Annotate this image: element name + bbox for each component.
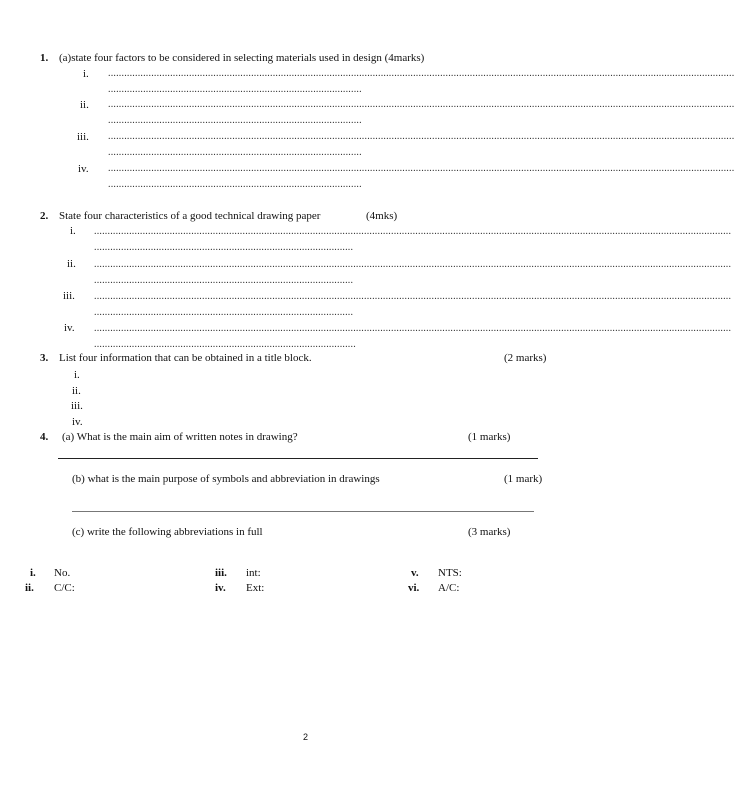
answer-dotted-line[interactable]: ..............................................................................................	[108, 147, 362, 158]
q3-item-numeral: iv.	[72, 416, 83, 428]
abbr-term: No.	[54, 567, 71, 579]
q4-number: 4.	[40, 431, 49, 443]
q1-text: (a)state four factors to be considered in selecting materials used in design (4marks)	[59, 52, 425, 64]
q2-item-numeral: iv.	[64, 322, 75, 334]
answer-dotted-line[interactable]: ............................................................................................................................................................................................................................................	[94, 291, 732, 302]
abbr-term: C/C:	[54, 582, 75, 594]
q4b-text: (b) what is the main purpose of symbols and abbreviation in drawings	[72, 473, 380, 485]
q4c-text: (c) write the following abbreviations in full	[72, 526, 263, 538]
answer-dotted-line[interactable]: ..............................................................................................	[108, 179, 362, 190]
q2-item-numeral: iii.	[63, 290, 75, 302]
page-number: 2	[303, 732, 309, 742]
q2-marks: (4mks)	[366, 210, 398, 222]
q4a-marks: (1 marks)	[468, 431, 511, 443]
answer-dotted-line[interactable]: ............................................................................................................................................................................................................................................	[94, 323, 732, 334]
abbr-numeral: v.	[411, 567, 419, 579]
q2-number: 2.	[40, 210, 49, 222]
answer-dotted-line[interactable]: ........................................................................................................................................................................................................................................	[108, 131, 734, 142]
q4a-text: (a) What is the main aim of written notes in drawing?	[62, 431, 298, 443]
abbr-numeral: vi.	[408, 582, 420, 594]
q1-number: 1.	[40, 52, 49, 64]
abbr-term: NTS:	[438, 567, 462, 579]
q2-item-numeral: i.	[70, 225, 76, 237]
q4b-marks: (1 mark)	[504, 473, 543, 485]
answer-dotted-line[interactable]: ..............................................................................................	[108, 84, 362, 95]
q2-text: State four characteristics of a good technical drawing paper	[59, 210, 321, 222]
answer-line[interactable]	[58, 458, 538, 459]
answer-dotted-line[interactable]: ................................................................................................	[94, 242, 354, 253]
answer-dotted-line[interactable]: ................................................................................................	[94, 307, 354, 318]
q3-text: List four information that can be obtained in a title block.	[59, 352, 312, 364]
abbr-numeral: iii.	[215, 567, 227, 579]
q3-item-numeral: ii.	[72, 385, 81, 397]
answer-dotted-line[interactable]: ..............................................................................................	[108, 115, 362, 126]
abbr-numeral: ii.	[25, 582, 34, 594]
answer-dotted-line[interactable]: ................................................................................................	[94, 275, 354, 286]
q3-item-numeral: iii.	[71, 400, 83, 412]
answer-line[interactable]	[72, 511, 534, 512]
abbr-term: int:	[246, 567, 261, 579]
q2-item-numeral: ii.	[67, 258, 76, 270]
answer-dotted-line[interactable]: ........................................................................................................................................................................................................................................	[108, 99, 734, 110]
abbr-term: Ext:	[246, 582, 265, 594]
abbr-term: A/C:	[438, 582, 460, 594]
answer-dotted-line[interactable]: ........................................................................................................................................................................................................................................	[108, 163, 734, 174]
answer-dotted-line[interactable]: ............................................................................................................................................................................................................................................	[94, 226, 732, 237]
q3-item-numeral: i.	[74, 369, 80, 381]
q4c-marks: (3 marks)	[468, 526, 511, 538]
answer-dotted-line[interactable]: .................................................................................................	[94, 339, 356, 350]
abbr-numeral: i.	[30, 567, 36, 579]
q1-item-numeral: iv.	[78, 163, 89, 175]
answer-dotted-line[interactable]: ............................................................................................................................................................................................................................................	[94, 259, 732, 270]
q1-item-numeral: i.	[83, 68, 89, 80]
abbr-numeral: iv.	[215, 582, 226, 594]
q3-marks: (2 marks)	[504, 352, 547, 364]
answer-dotted-line[interactable]: ........................................................................................................................................................................................................................................	[108, 68, 734, 79]
q1-item-numeral: ii.	[80, 99, 89, 111]
q1-item-numeral: iii.	[77, 131, 89, 143]
q3-number: 3.	[40, 352, 49, 364]
